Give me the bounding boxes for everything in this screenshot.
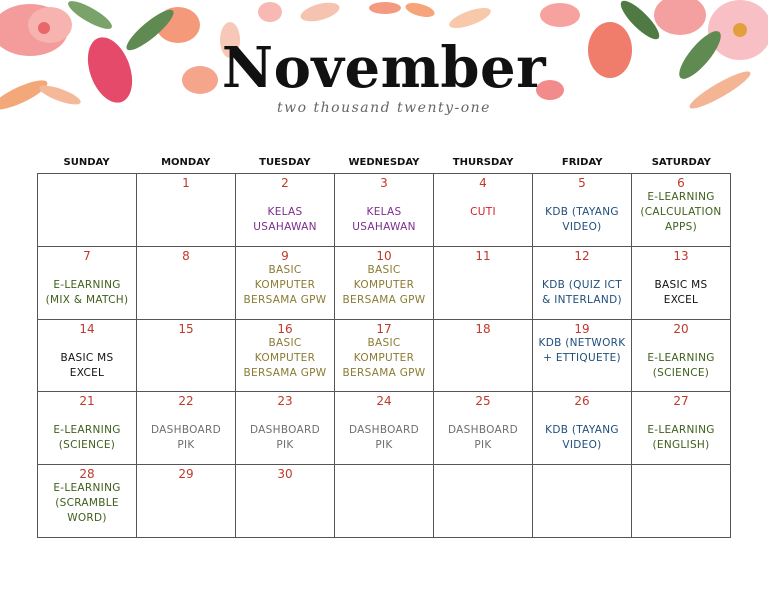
event-label: E-LEARNING (ENGLISH) [647, 424, 715, 452]
day-number: 6 [677, 176, 685, 190]
calendar-day-cell [434, 174, 533, 247]
calendar-day-cell [632, 465, 731, 538]
calendar-day-cell [335, 174, 434, 247]
calendar-day-cell [38, 465, 137, 538]
calendar-day-cell [533, 247, 632, 320]
calendar-day-cell [533, 392, 632, 465]
day-number: 17 [376, 321, 392, 336]
day-number: 2 [281, 176, 289, 190]
calendar-day-cell [236, 320, 335, 393]
calendar-day-cell [533, 320, 632, 393]
weekday-friday: FRIDAY [561, 157, 603, 168]
day-number: 28 [79, 467, 95, 482]
weekday-saturday: SATURDAY [651, 157, 711, 168]
day-number: 23 [277, 394, 293, 409]
event-label: E-LEARNING (MIX & MATCH) [45, 278, 129, 306]
day-number: 14 [79, 321, 95, 336]
event-label: BASIC MS EXCEL [654, 278, 708, 306]
calendar-day-cell [38, 392, 137, 465]
calendar-day-cell [434, 392, 533, 465]
weekday-tuesday: TUESDAY [259, 157, 311, 168]
event-label: KDB (TAYANG VIDEO) [545, 206, 619, 233]
day-number: 13 [673, 248, 689, 263]
day-number: 27 [673, 394, 689, 409]
day-number: 4 [479, 176, 487, 190]
day-number: 19 [574, 321, 590, 336]
day-number: 24 [376, 394, 392, 409]
calendar-day-cell [137, 392, 236, 465]
calendar-day-cell [236, 392, 335, 465]
calendar-day-cell [632, 247, 731, 320]
calendar-day-cell [38, 247, 137, 320]
event-label: KELAS USAHAWAN [352, 206, 416, 233]
day-number: 20 [673, 321, 689, 336]
calendar-day-cell [533, 465, 632, 538]
event-label: DASHBOARD PIK [447, 424, 518, 452]
calendar-day-cell [335, 247, 434, 320]
day-number: 29 [178, 467, 194, 482]
day-number: 7 [83, 248, 91, 263]
day-number: 25 [475, 394, 491, 409]
calendar-day-cell [236, 247, 335, 320]
calendar-day-cell [137, 174, 236, 247]
event-label: KDB (QUIZ ICT & INTERLAND) [542, 278, 622, 306]
event-label: DASHBOARD PIK [249, 424, 320, 452]
calendar-day-cell [434, 465, 533, 538]
event-label: E-LEARNING (SCIENCE) [53, 424, 121, 452]
day-number: 5 [578, 176, 586, 190]
calendar-day-cell [434, 247, 533, 320]
calendar-day-cell [137, 320, 236, 393]
month-title: November [221, 35, 547, 101]
weekday-wednesday: WEDNESDAY [348, 157, 420, 168]
weekday-sunday: SUNDAY [63, 157, 110, 168]
calendar-day-cell [335, 465, 434, 538]
day-number: 12 [574, 248, 590, 263]
event-label: CUTI [470, 206, 496, 218]
event-label: BASIC KOMPUTER BERSAMA GPW [342, 263, 426, 306]
calendar-grid [37, 173, 731, 538]
day-number: 22 [178, 394, 194, 409]
event-label: E-LEARNING (SCIENCE) [647, 351, 715, 379]
day-number: 15 [178, 321, 194, 336]
calendar-day-cell [38, 320, 137, 393]
event-label: BASIC MS EXCEL [60, 351, 114, 379]
day-number: 3 [380, 176, 388, 190]
year-script-subtitle: two thousand twenty-one [277, 100, 491, 116]
day-number: 1 [182, 176, 190, 190]
weekday-monday: MONDAY [161, 157, 211, 168]
calendar-day-cell [335, 320, 434, 393]
day-number: 8 [182, 248, 190, 263]
day-number: 26 [574, 394, 590, 409]
calendar-day-cell [632, 392, 731, 465]
event-label: BASIC KOMPUTER BERSAMA GPW [342, 336, 426, 379]
day-number: 16 [277, 321, 293, 336]
calendar-day-cell [335, 392, 434, 465]
weekday-thursday: THURSDAY [452, 157, 514, 168]
calendar-day-cell [38, 174, 137, 247]
day-number: 11 [475, 248, 491, 263]
event-label: KDB (TAYANG VIDEO) [545, 424, 619, 452]
calendar-day-cell [632, 174, 731, 247]
event-label: DASHBOARD PIK [348, 424, 419, 452]
event-label: E-LEARNING (CALCULATION APPS) [640, 191, 722, 233]
day-number: 30 [277, 467, 293, 482]
center-flowers [258, 0, 436, 25]
event-label: E-LEARNING (SCRAMBLE WORD) [53, 482, 121, 525]
calendar-day-cell [434, 320, 533, 393]
event-label: KDB (NETWORK + ETTIQUETE) [538, 336, 626, 364]
event-label: DASHBOARD PIK [150, 424, 221, 452]
calendar-day-cell [236, 174, 335, 247]
calendar-day-cell [236, 465, 335, 538]
event-label: BASIC KOMPUTER BERSAMA GPW [243, 263, 327, 306]
calendar-day-cell [533, 174, 632, 247]
day-number: 10 [376, 248, 392, 263]
day-number: 9 [281, 248, 289, 263]
event-label: BASIC KOMPUTER BERSAMA GPW [243, 336, 327, 379]
calendar-day-cell [137, 247, 236, 320]
event-label: KELAS USAHAWAN [253, 206, 317, 233]
weekday-header-row [37, 157, 731, 168]
calendar-day-cell [632, 320, 731, 393]
calendar-day-cell [137, 465, 236, 538]
day-number: 18 [475, 321, 491, 336]
day-number: 21 [79, 394, 95, 409]
